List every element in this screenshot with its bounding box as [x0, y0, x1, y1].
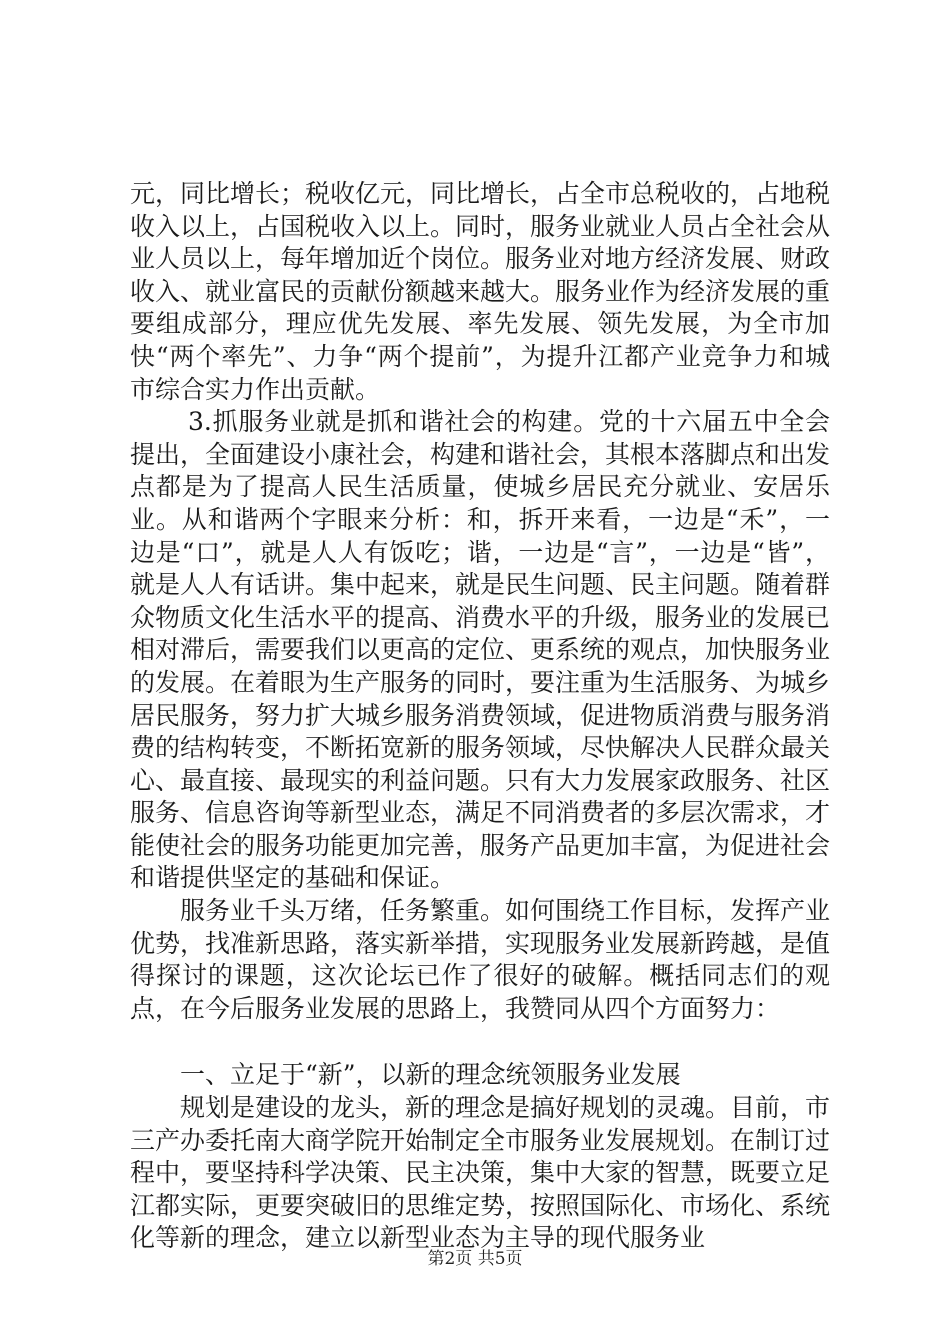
- paragraph-section-body: 规划是建设的龙头，新的理念是搞好规划的灵魂。目前，市三产办委托南大商学院开始制定全市服务业发展规划。在制订过程中，要坚持科学决策、民主决策，集中大家的智慧，既要立足江都实际，更要突破旧的思维定势，按照国际化、市场化、系统化等新的理念，建立以新型业态为主导的现代服务业: [130, 1093, 831, 1253]
- page-number-footer: 第2页 共5页: [427, 1249, 523, 1269]
- paragraph-summary: 服务业千头万绪，任务繁重。如何围绕工作目标，发挥产业优势，找准新思路，落实新举措，实现服务业发展新跨越，是值得探讨的课题，这次论坛已作了很好的破解。概括同志们的观点，在今后服务业发展的思路上，我赞同从四个方面努力：: [130, 896, 831, 1023]
- document-body: [130, 178, 830, 1255]
- paragraph-point-3: 3.抓服务业就是抓和谐社会的构建。党的十六届五中全会提出，全面建设小康社会，构建和谐社会，其根本落脚点和出发点都是为了提高人民生活质量，使城乡居民充分就业、安居乐业。从和谐两个字眼来分析：和，拆开来看，一边是“禾”，一边是“口”，就是人人有饭吃；谐，一边是“言”，一边是“皆”，就是人人有话讲。集中起来，就是民生问题、民主问题。随着群众物质文化生活水平的提高、消费水平的升级，服务业的发展已相对滞后，需要我们以更高的定位、更系统的观点，加快服务业的发展。在着眼为生产服务的同时，要注重为生活服务、为城乡居民服务，努力扩大城乡服务消费领域，促进物质消费与服务消费的结构转变，不断拓宽新的服务领域，尽快解决人民群众最关心、最直接、最现实的利益问题。只有大力发展家政服务、社区服务、信息咨询等新型业态，满足不同消费者的多层次需求，才能使社会的服务功能更加完善，服务产品更加丰富，为促进社会和谐提供坚定的基础和保证。: [130, 407, 831, 893]
- section-spacer: [130, 1025, 830, 1059]
- section-heading: 一、立足于“新”，以新的理念统领服务业发展: [180, 1060, 681, 1090]
- paragraph-continuation: 元，同比增长；税收亿元，同比增长，占全市总税收的，占地税收入以上，占国税收入以上。同时，服务业就业人员占全社会从业人员以上，每年增加近个岗位。服务业对地方经济发展、财政收入、就业富民的贡献份额越来越大。服务业作为经济发展的重要组成部分，理应优先发展、率先发展、领先发展，为全市加快“两个率先”、力争“两个提前”，为提升江都产业竞争力和城市综合实力作出贡献。: [130, 179, 831, 404]
